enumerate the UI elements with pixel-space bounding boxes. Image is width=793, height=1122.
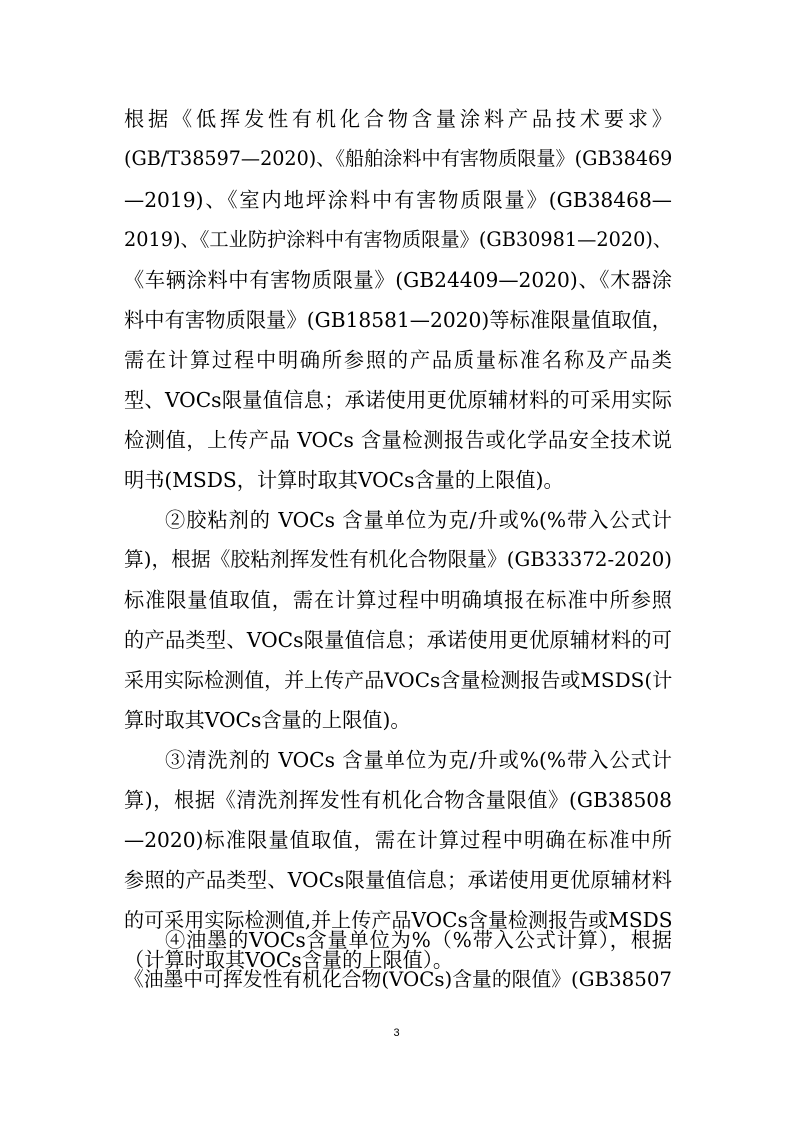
paragraph-1-line-4: 2019)、《工业防护涂料中有害物质限量》(GB30981—2020)、	[124, 228, 673, 251]
paragraph-3-line-2: 算)，根据《清洗剂挥发性有机化合物含量限值》(GB38508	[124, 788, 672, 812]
paragraph-4-line-1: ④油墨的VOCs含量单位为%（%带入公式计算），根据	[165, 928, 672, 952]
paragraph-1-line-9: 检测值，上传产品 VOCs 含量检测报告或化学品安全技术说	[124, 428, 672, 452]
paragraph-2-line-1: ②胶粘剂的 VOCs 含量单位为克/升或%(%带入公式计	[165, 508, 672, 532]
paragraph-2-line-2: 算)，根据《胶粘剂挥发性有机化合物限量》(GB33372-2020)	[124, 548, 672, 571]
paragraph-2-line-4: 的产品类型、VOCs限量值信息；承诺使用更优原辅材料的可	[124, 628, 672, 652]
paragraph-2-line-3: 标准限量值取值，需在计算过程中明确填报在标准中所参照	[124, 588, 672, 612]
page-number: 3	[393, 1027, 400, 1039]
paragraph-3-line-3: —2020)标准限量值取值，需在计算过程中明确在标准中所	[124, 828, 672, 852]
paragraph-1-line-2: (GB/T38597—2020)、《船舶涂料中有害物质限量》(GB38469	[124, 147, 673, 170]
paragraph-1-line-3: —2019)、《室内地坪涂料中有害物质限量》(GB38468—	[124, 188, 672, 212]
paragraph-3-line-6: （计算时取其VOCs含量的上限值）。	[124, 948, 454, 972]
paragraph-3-line-1: ③清洗剂的 VOCs 含量单位为克/升或%(%带入公式计	[165, 748, 672, 772]
paragraph-3-line-5: 的可采用实际检测值,并上传产品VOCs含量检测报告或MSDS	[124, 908, 673, 932]
paragraph-2-line-6: 算时取其VOCs含量的上限值)。	[124, 708, 411, 732]
paragraph-2-line-5: 采用实际检测值，并上传产品VOCs含量检测报告或MSDS(计	[124, 668, 673, 692]
paragraph-1-line-6: 料中有害物质限量》(GB18581—2020)等标准限量值取值，	[124, 308, 672, 332]
paragraph-4-line-2: 《油墨中可挥发性有机化合物(VOCs)含量的限值》(GB38507	[124, 968, 672, 991]
paragraph-3-line-4: 参照的产品类型、VOCs限量值信息；承诺使用更优原辅材料	[124, 868, 672, 892]
paragraph-1-line-7: 需在计算过程中明确所参照的产品质量标准名称及产品类	[124, 348, 672, 372]
paragraph-1-line-8: 型、VOCs限量值信息；承诺使用更优原辅材料的可采用实际	[124, 388, 672, 412]
paragraph-1-line-5: 《车辆涂料中有害物质限量》(GB24409—2020)、《木器涂	[124, 268, 672, 292]
paragraph-1-line-10: 明书(MSDS，计算时取其VOCs含量的上限值)。	[124, 468, 564, 492]
paragraph-1-line-1: 根据《低挥发性有机化合物含量涂料产品技术要求》	[124, 107, 672, 131]
